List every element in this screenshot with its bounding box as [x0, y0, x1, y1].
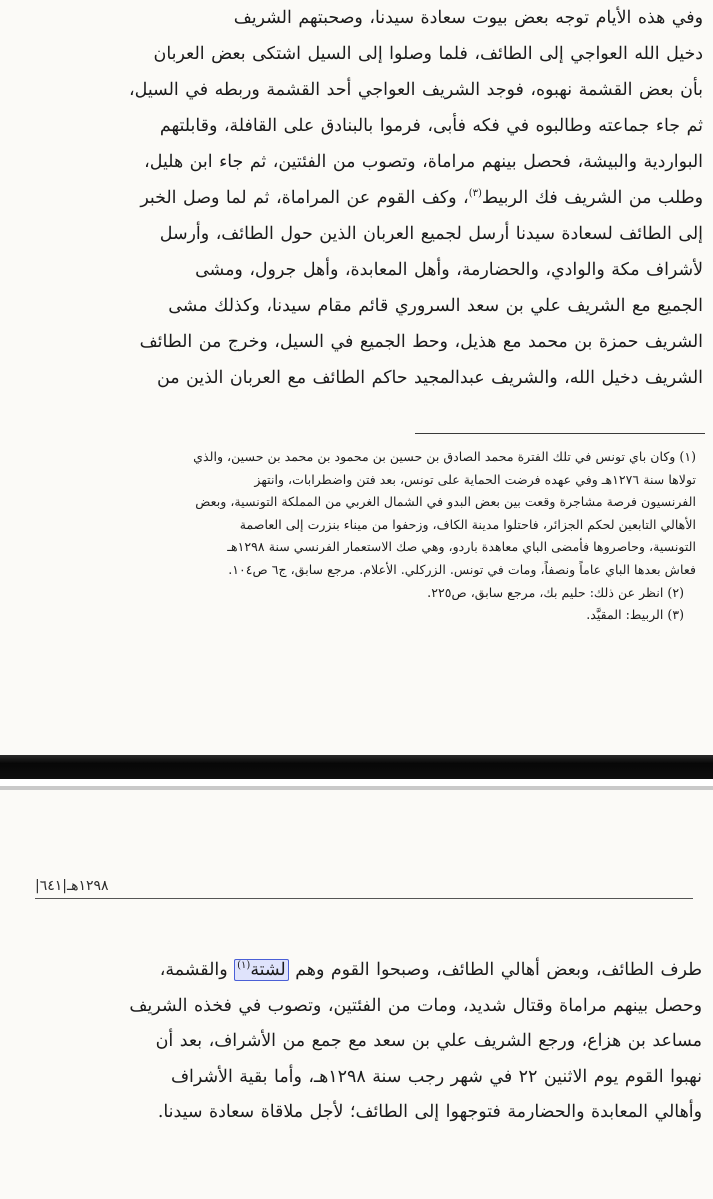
text-line: الشريف حمزة بن محمد مع هذيل، وحط الجميع في السيل، وخرج من الطائف [139, 332, 703, 352]
text-line: البواردية والبيشة، فحصل بينهم مراماة، وتصوب من الفئتين، ثم جاء ابن هليل، [144, 152, 703, 172]
main-text-top [11, 0, 703, 396]
text-line: مساعد بن هزاع، ورجع الشريف علي بن سعد مع جمع من الأشراف، بعد أن [155, 1031, 702, 1051]
footnote-2: (٢) انظر عن ذلك: حليم بك، مرجع سابق، ص٢٢٥. [427, 584, 684, 600]
text-fragment: طرف الطائف، وبعض أهالي الطائف، وصبحوا القوم وهم [295, 960, 702, 980]
running-head-rule [35, 898, 693, 899]
bottom-page [0, 790, 713, 1199]
page-bar: | [62, 878, 67, 894]
footnote-line: التونسية، وحاصروها فأمضى الباي معاهدة باردو، وهي صك الاستعمار الفرنسي سنة ١٢٩٨هـ [227, 539, 696, 555]
page-number: ٦٤١ [39, 878, 63, 894]
text-line: الشريف دخيل الله، والشريف عبدالمجيد حاكم الطائف مع العربان الذين من [156, 368, 703, 388]
text-line: نهبوا القوم يوم الاثنين ٢٢ في شهر رجب سنة ١٢٩٨هـ، وأما بقية الأشراف [171, 1066, 702, 1087]
text-line: وأهالي المعابدة والحضارمة فتوجهوا إلى الطائف؛ لأجل ملاقاة سعادة سيدنا. [157, 1102, 702, 1122]
footnote-line: فعاش بعدها الباي عاماً ونصفاً، ومات في تونس. الزركلي. الأعلام. مرجع سابق، ج٦ ص١٠٤. [228, 561, 696, 577]
text-line: إلى الطائف لسعادة سيدنا أرسل لجميع العربان الذين حول الطائف، وأرسل [159, 224, 703, 244]
text-line: ثم جاء جماعته وطالبوه في فكه فأبى، فرموا بالبنادق على القافلة، وقابلتهم [159, 116, 703, 136]
text-fragment: والقشمة، [159, 960, 235, 980]
page-separator-dark [0, 755, 713, 779]
text-fragment: وطلب من الشريف فك الربيط [481, 188, 703, 208]
footnote-line: الأهالي التابعين لحكم الجزائر، فاحتلوا مدينة الكاف، وزحفوا من ميناء بنزرت إلى العاصمة [239, 516, 696, 532]
footnote-divider [415, 433, 705, 434]
footnote-line: الفرنسيون فرصة مشاجرة وقعت بين بعض البدو في الشمال الغربي من المملكة التونسية، وبعض [195, 494, 696, 510]
footnote-marker[interactable]: (٣) [468, 188, 482, 200]
footnotes [24, 446, 696, 627]
text-line: دخيل الله العواجي إلى الطائف، فلما وصلوا إلى السيل اشتكى بعض العربان [153, 44, 703, 64]
text-line: بأن بعض القشمة نهبوه، فوجد الشريف العواجي أحد القشمة وربطه في السيل، [129, 80, 703, 100]
text-fragment: ، وكف القوم عن المراماة، ثم لما وصل الخبر [140, 188, 469, 208]
footnote-marker: (١) [237, 960, 251, 972]
text-line: الجميع مع الشريف علي بن سعد السروري قائم مقام سيدنا، وكذلك مشى [168, 296, 703, 316]
running-head [35, 878, 693, 894]
footnote-line: (١) وكان باي تونس في تلك الفترة محمد الصادق بن حسين بن محمود بن محمد بن حسين، والذي [193, 449, 696, 464]
text-line: لأشراف مكة والوادي، والحضارمة، وأهل المعابدة، وأهل جرول، ومشى [195, 260, 703, 280]
text-line: وفي هذه الأيام توجه بعض بيوت سعادة سيدنا، وصحبتهم الشريف [233, 8, 703, 28]
footnote-3: (٣) الربيط: المقيَّد. [586, 607, 684, 623]
text-line-with-highlight [10, 953, 702, 989]
running-head-year: ١٢٩٨هـ [67, 878, 109, 894]
page-bar: | [35, 878, 40, 894]
text-line: وحصل بينهم مراماة وقتال شديد، ومات من الفئتين، وتصوب في فخذه الشريف [129, 995, 702, 1016]
footnote-line: تولاها سنة ١٢٧٦هـ وفي عهده فرضت الحماية على تونس، بعد فتن واضطرابات، وانتهز [254, 471, 696, 487]
text-line-with-footnote [11, 180, 703, 216]
highlighted-word[interactable] [234, 959, 289, 981]
main-text-bottom [10, 953, 702, 1131]
highlighted-text: لشتة [250, 960, 286, 980]
